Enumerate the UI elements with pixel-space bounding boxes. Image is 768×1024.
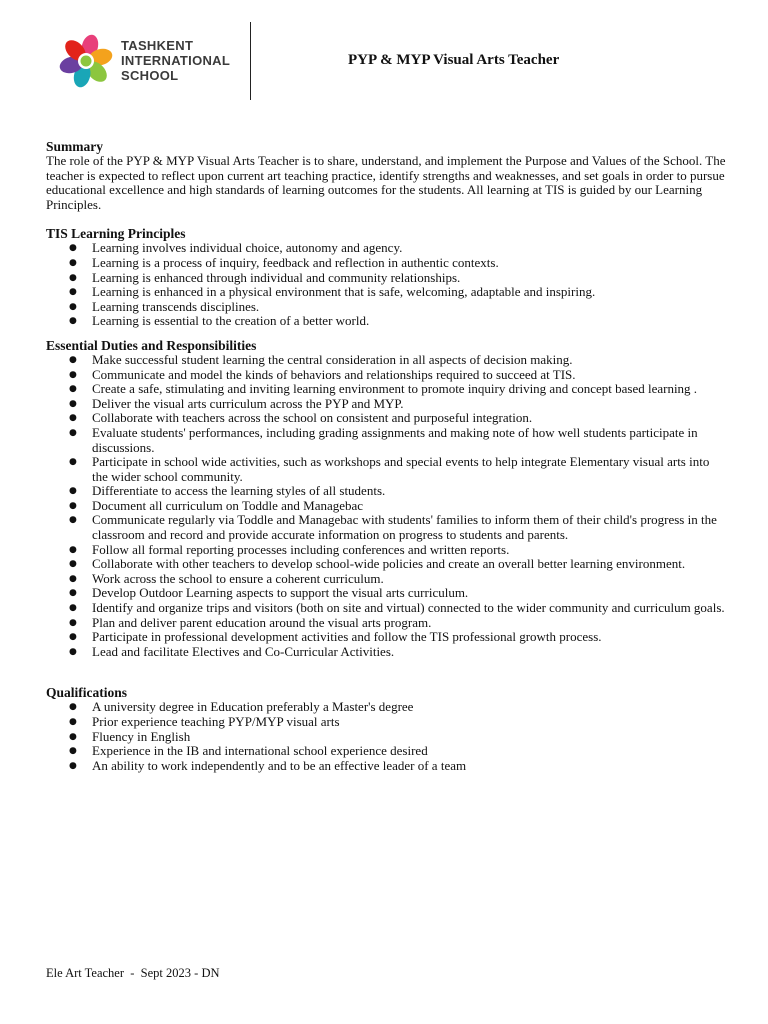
duties-heading: Essential Duties and Responsibilities	[46, 337, 257, 353]
summary-section	[46, 139, 726, 212]
school-name-line-3: SCHOOL	[121, 68, 179, 83]
school-name	[121, 38, 230, 83]
list-item: ● Differentiate to access the learning styles of all students.	[46, 484, 726, 499]
qualifications-section	[46, 685, 726, 773]
list-item: ● Participate in professional development activities and follow the TIS professional growth process.	[46, 630, 726, 645]
summary-heading: Summary	[46, 139, 103, 154]
list-item: ● Evaluate students' performances, including grading assignments and making note of how well students participate in discussions.	[46, 426, 726, 455]
list-item: ● Learning is enhanced in a physical environment that is safe, welcoming, adaptable and inspiring.	[46, 285, 726, 300]
list-item: ● Plan and deliver parent education around the visual arts program.	[46, 616, 726, 631]
qualifications-list	[46, 700, 726, 773]
list-item: ● An ability to work independently and to be an effective leader of a team	[46, 759, 726, 774]
header-divider	[250, 22, 251, 100]
list-item: ● Collaborate with teachers across the school on consistent and purposeful integration.	[46, 411, 726, 426]
qualifications-heading: Qualifications	[46, 685, 128, 701]
list-item: ● Follow all formal reporting processes including conferences and written reports.	[46, 543, 726, 558]
list-item: ● Deliver the visual arts curriculum across the PYP and MYP.	[46, 397, 726, 412]
list-item: ● Lead and facilitate Electives and Co-Curricular Activities.	[46, 645, 726, 660]
document-title: PYP & MYP Visual Arts Teacher	[348, 52, 560, 68]
page-footer: Ele Art Teacher - Sept 2023 - DN	[46, 966, 220, 980]
list-item: ● Participate in school wide activities, such as workshops and special events to help integrate Elementary visual arts into the wider school community.	[46, 455, 726, 484]
list-item: ● Work across the school to ensure a coherent curriculum.	[46, 572, 726, 587]
list-item: ● Experience in the IB and international school experience desired	[46, 744, 726, 759]
list-item: ● Create a safe, stimulating and inviting learning environment to promote inquiry driving and concept based learning .	[46, 382, 726, 397]
list-item: ● Identify and organize trips and visitors (both on site and virtual) connected to the wider community and curriculum goals.	[46, 601, 726, 616]
list-item: ● Communicate regularly via Toddle and Managebac with students' families to inform them of their child's progress in the classroom and record and provide accurate information on progress to students and parents.	[46, 513, 726, 542]
school-name-line-1: TASHKENT	[121, 38, 194, 53]
list-item: ● Learning is enhanced through individual and community relationships.	[46, 271, 726, 286]
list-item: ● Collaborate with other teachers to develop school-wide policies and create an overall better learning environment.	[46, 557, 726, 572]
document-body	[46, 139, 726, 773]
school-name-line-2: INTERNATIONAL	[121, 53, 231, 68]
list-item: ● Learning is a process of inquiry, feedback and reflection in authentic contexts.	[46, 256, 726, 271]
list-item: ● Learning is essential to the creation of a better world.	[46, 314, 726, 329]
learning-principles-heading: TIS Learning Principles	[46, 226, 186, 242]
list-item: ● Communicate and model the kinds of behaviors and relationships required to succeed at TIS.	[46, 368, 726, 383]
list-item: ● Prior experience teaching PYP/MYP visual arts	[46, 715, 726, 730]
summary-text: The role of the PYP & MYP Visual Arts Teacher is to share, understand, and implement the Purpose and Values of the School. The teacher is expected to reflect upon current art teaching practice, identify strengths and weaknesses, and set goals in order to pursue educational excellence and high standards of learning outcomes for the students. All learning at TIS is guided by our Learning Principles.	[46, 153, 726, 212]
list-item: ● Document all curriculum on Toddle and Managebac	[46, 499, 726, 514]
school-logo-icon	[58, 33, 114, 89]
list-item: ● Make successful student learning the central consideration in all aspects of decision making.	[46, 353, 726, 368]
document-header	[0, 0, 768, 110]
list-item: ● Learning transcends disciplines.	[46, 300, 726, 315]
duties-list	[46, 353, 726, 659]
list-item: ● Develop Outdoor Learning aspects to support the visual arts curriculum.	[46, 586, 726, 601]
learning-principles-list	[46, 241, 726, 329]
list-item: ● A university degree in Education preferably a Master's degree	[46, 700, 726, 715]
learning-principles-section	[46, 226, 726, 329]
list-item: ● Fluency in English	[46, 730, 726, 745]
duties-section	[46, 338, 726, 659]
list-item: ● Learning involves individual choice, autonomy and agency.	[46, 241, 726, 256]
